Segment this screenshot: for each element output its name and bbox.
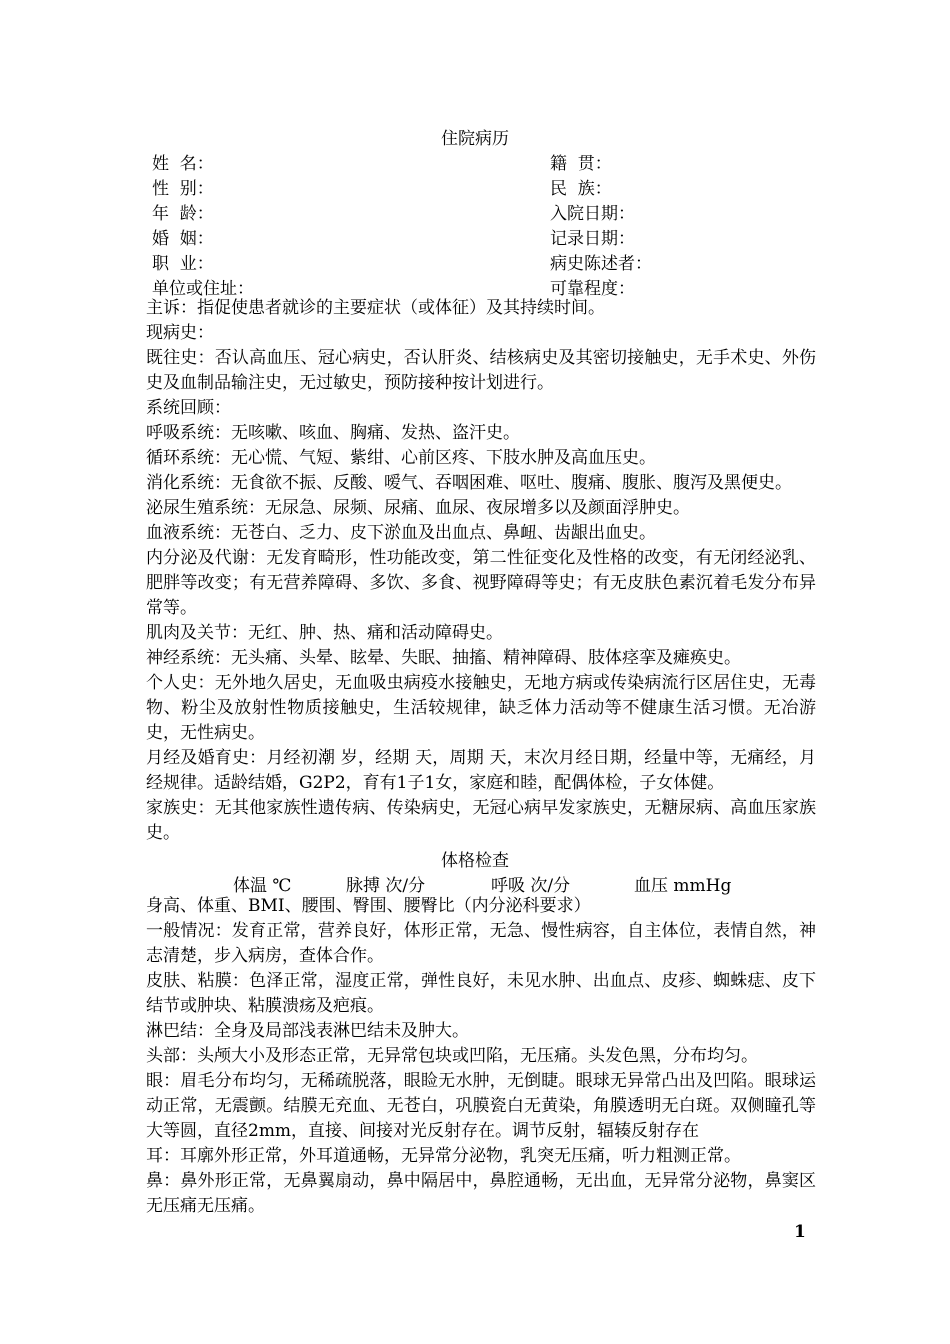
vital-respiration: 呼吸 次/分 — [491, 876, 571, 896]
nose-exam: 鼻：鼻外形正常，无鼻翼扇动，鼻中隔居中，鼻腔通畅，无出血，无异常分泌物，鼻窦区无压痛无压痛。 — [146, 1171, 816, 1216]
general-condition: 一般情况：发育正常，营养良好，体形正常，无急、慢性病容，自主体位，表情自然，神志清楚，步入病房，查体合作。 — [146, 921, 816, 966]
nervous-system: 神经系统：无头痛、头晕、眩晕、失眠、抽搐、精神障碍、肢体痉挛及瘫痪史。 — [146, 648, 741, 668]
vital-pulse: 脉搏 次/分 — [346, 876, 426, 896]
field-marriage: 婚 姻： — [152, 229, 214, 249]
blood-system: 血液系统：无苍白、乏力、皮下淤血及出血点、鼻衄、齿龈出血史。 — [146, 523, 656, 543]
circulatory-system: 循环系统：无心慌、气短、紫绀、心前区疼、下肢水肿及高血压史。 — [146, 448, 656, 468]
endocrine-metabolism: 内分泌及代谢：无发育畸形，性功能改变，第二性征变化及性格的改变，有无闭经泌乳、肥胖等改变；有无营养障碍、多饮、多食、视野障碍等史；有无皮肤色素沉着毛发分布异常等。 — [146, 548, 816, 618]
field-informant: 病史陈述者： — [550, 254, 652, 274]
system-review: 系统回顾： — [146, 398, 231, 418]
field-sex: 性 别： — [152, 179, 214, 199]
urogenital-system: 泌尿生殖系统：无尿急、尿频、尿痛、血尿、夜尿增多以及颜面浮肿史。 — [146, 498, 690, 518]
skin-mucosa: 皮肤、粘膜：色泽正常，湿度正常，弹性良好，未见水肿、出血点、皮疹、蜘蛛痣、皮下结节或肿块、粘膜溃疡及疤痕。 — [146, 971, 816, 1016]
physical-exam-title: 体格检查 — [441, 851, 509, 871]
chief-complaint: 主诉：指促使患者就诊的主要症状（或体征）及其持续时间。 — [146, 298, 605, 318]
menstrual-marital-history: 月经及婚育史：月经初潮 岁，经期 天，周期 天，末次月经日期，经量中等，无痛经，月经规律。适龄结婚，G2P2，育有1子1女，家庭和睦，配偶体检，子女体健。 — [146, 748, 816, 793]
present-illness: 现病史： — [146, 323, 214, 343]
field-occupation: 职 业： — [152, 254, 214, 274]
respiratory-system: 呼吸系统：无咳嗽、咳血、胸痛、发热、盗汗史。 — [146, 423, 520, 443]
eye-exam: 眼：眉毛分布均匀，无稀疏脱落，眼睑无水肿，无倒睫。眼球无异常凸出及凹陷。眼球运动正常，无震颤。结膜无充血、无苍白，巩膜瓷白无黄染，角膜透明无白斑。双侧瞳孔等大等圆，直径2mm，直接、间接对光反射存在。调节反射，辐辏反射存在 — [146, 1071, 816, 1141]
field-native-place: 籍 贯： — [550, 154, 612, 174]
field-admission-date: 入院日期： — [550, 204, 635, 224]
field-record-date: 记录日期： — [550, 229, 635, 249]
ear-exam: 耳：耳廓外形正常，外耳道通畅，无异常分泌物，乳突无压痛，听力粗测正常。 — [146, 1146, 741, 1166]
head-exam: 头部：头颅大小及形态正常，无异常包块或凹陷，无压痛。头发色黑，分布均匀。 — [146, 1046, 758, 1066]
family-history: 家族史：无其他家族性遗传病、传染病史，无冠心病早发家族史，无糖尿病、高血压家族史。 — [146, 798, 816, 843]
body-measurements: 身高、体重、BMI、腰围、臀围、腰臀比（内分泌科要求） — [146, 896, 591, 916]
document-title: 住院病历 — [441, 129, 509, 149]
field-age: 年 龄： — [152, 204, 214, 224]
personal-history: 个人史：无外地久居史，无血吸虫病疫水接触史，无地方病或传染病流行区居住史，无毒物、粉尘及放射性物质接触史，生活较规律，缺乏体力活动等不健康生活习惯。无冶游史，无性病史。 — [146, 673, 816, 743]
past-history: 既往史：否认高血压、冠心病史，否认肝炎、结核病史及其密切接触史，无手术史、外伤史及血制品输注史，无过敏史，预防接种按计划进行。 — [146, 348, 816, 393]
page-number: 1 — [794, 1222, 806, 1242]
lymph-nodes: 淋巴结：全身及局部浅表淋巴结未及肿大。 — [146, 1021, 469, 1041]
muscles-joints: 肌肉及关节：无红、肿、热、痛和活动障碍史。 — [146, 623, 503, 643]
digestive-system: 消化系统：无食欲不振、反酸、嗳气、吞咽困难、呕吐、腹痛、腹胀、腹泻及黑便史。 — [146, 473, 792, 493]
field-address: 单位或住址： — [152, 279, 254, 299]
field-reliability: 可靠程度： — [550, 279, 635, 299]
vital-blood-pressure: 血压 mmHg — [634, 876, 732, 896]
vital-temperature: 体温 ℃ — [233, 876, 292, 896]
field-name: 姓 名： — [152, 154, 214, 174]
field-ethnicity: 民 族： — [550, 179, 612, 199]
